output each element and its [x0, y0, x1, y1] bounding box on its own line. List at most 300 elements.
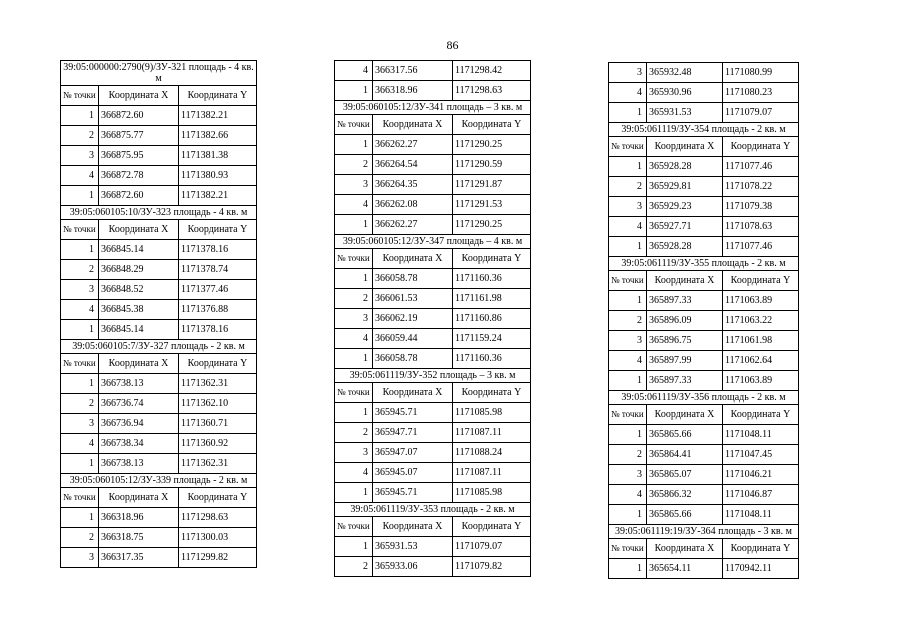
table-row — [335, 155, 531, 175]
table-row — [609, 351, 799, 371]
coordinate-y: 1171079.38 — [723, 197, 799, 217]
header-point-number: № точки — [61, 220, 99, 240]
coordinate-x: 366845.14 — [99, 320, 179, 340]
coordinate-y: 1171360.92 — [179, 434, 257, 454]
table-row — [609, 485, 799, 505]
coordinate-y: 1171160.36 — [453, 349, 531, 369]
point-number: 4 — [335, 61, 373, 81]
parcel-title-row — [609, 525, 799, 539]
header-coordinate-y: Координата Y — [179, 488, 257, 508]
point-number: 1 — [61, 454, 99, 474]
parcel-title-row — [61, 474, 257, 488]
point-number: 1 — [609, 371, 647, 391]
coordinate-y: 1171290.25 — [453, 135, 531, 155]
coordinate-x: 366059.44 — [373, 329, 453, 349]
coordinate-x: 366872.78 — [99, 166, 179, 186]
coordinate-x: 365654.11 — [647, 559, 723, 579]
point-number: 4 — [61, 166, 99, 186]
coordinate-x: 365897.99 — [647, 351, 723, 371]
header-coordinate-x: Координата X — [99, 488, 179, 508]
table-row — [609, 237, 799, 257]
coordinate-y: 1171290.25 — [453, 215, 531, 235]
header-point-number: № точки — [61, 354, 99, 374]
table-row — [335, 329, 531, 349]
point-number: 1 — [609, 425, 647, 445]
coordinate-x: 365933.06 — [373, 557, 453, 577]
coordinate-x: 366738.13 — [99, 374, 179, 394]
table-row — [335, 269, 531, 289]
coordinate-x: 365931.53 — [647, 103, 723, 123]
point-number: 3 — [61, 146, 99, 166]
coordinate-y: 1171298.42 — [453, 61, 531, 81]
header-coordinate-y: Координата Y — [723, 405, 799, 425]
header-coordinate-y: Координата Y — [179, 86, 257, 106]
table-header-row — [609, 405, 799, 425]
coordinate-x: 366262.27 — [373, 135, 453, 155]
parcel-title: 39:05:060105:7/ЗУ-327 площадь - 2 кв. м — [61, 340, 257, 354]
point-number: 2 — [61, 260, 99, 280]
coordinate-x: 365896.09 — [647, 311, 723, 331]
point-number: 3 — [609, 63, 647, 83]
point-number: 4 — [609, 485, 647, 505]
table-row — [609, 331, 799, 351]
coordinate-y: 1171079.07 — [723, 103, 799, 123]
point-number: 3 — [609, 331, 647, 351]
coordinate-y: 1170942.11 — [723, 559, 799, 579]
header-point-number: № точки — [61, 86, 99, 106]
point-number: 1 — [609, 103, 647, 123]
table-row — [335, 483, 531, 503]
point-number: 1 — [335, 215, 373, 235]
point-number: 3 — [609, 465, 647, 485]
point-number: 2 — [609, 445, 647, 465]
coordinate-x: 366318.96 — [373, 81, 453, 101]
parcel-title: 39:05:061119/ЗУ-355 площадь - 2 кв. м — [609, 257, 799, 271]
table-row — [609, 425, 799, 445]
table-row — [335, 215, 531, 235]
point-number: 2 — [61, 394, 99, 414]
table-row — [335, 403, 531, 423]
table-row — [61, 548, 257, 568]
parcel-title: 39:05:061119/ЗУ-354 площадь - 2 кв. м — [609, 123, 799, 137]
parcel-title-row — [609, 391, 799, 405]
coordinate-x: 366061.53 — [373, 289, 453, 309]
header-coordinate-y: Координата Y — [723, 137, 799, 157]
point-number: 1 — [609, 237, 647, 257]
table-header-row — [609, 137, 799, 157]
point-number: 2 — [335, 557, 373, 577]
table-row — [61, 166, 257, 186]
coordinate-x: 365930.96 — [647, 83, 723, 103]
table-row — [335, 81, 531, 101]
point-number: 1 — [61, 320, 99, 340]
coordinate-y: 1171161.98 — [453, 289, 531, 309]
coordinate-y: 1171046.87 — [723, 485, 799, 505]
table-row — [609, 559, 799, 579]
coordinate-x: 365947.71 — [373, 423, 453, 443]
coordinate-y: 1171382.21 — [179, 186, 257, 206]
point-number: 4 — [609, 351, 647, 371]
header-coordinate-y: Координата Y — [453, 517, 531, 537]
point-number: 2 — [335, 155, 373, 175]
point-number: 2 — [61, 126, 99, 146]
coordinate-y: 1171047.45 — [723, 445, 799, 465]
point-number: 1 — [335, 349, 373, 369]
parcel-title: 39:05:061119:19/ЗУ-364 площадь - 3 кв. м — [609, 525, 799, 539]
table-row — [609, 465, 799, 485]
table-row — [61, 186, 257, 206]
parcel-title: 39:05:060105:12/ЗУ-347 площадь – 4 кв. м — [335, 235, 531, 249]
header-point-number: № точки — [61, 488, 99, 508]
table-row — [335, 135, 531, 155]
coordinate-x: 365928.28 — [647, 157, 723, 177]
table-row — [609, 157, 799, 177]
table-row — [335, 557, 531, 577]
point-number: 1 — [61, 374, 99, 394]
point-number: 4 — [335, 463, 373, 483]
point-number: 3 — [61, 414, 99, 434]
coordinate-x: 366845.14 — [99, 240, 179, 260]
table-row — [61, 126, 257, 146]
coordinate-y: 1171378.16 — [179, 240, 257, 260]
parcel-title: 39:05:060105:10/ЗУ-323 площадь - 4 кв. м — [61, 206, 257, 220]
coordinate-x: 365865.66 — [647, 425, 723, 445]
table-row — [61, 106, 257, 126]
parcel-title-row — [609, 257, 799, 271]
point-number: 4 — [335, 195, 373, 215]
point-number: 1 — [335, 403, 373, 423]
header-coordinate-y: Координата Y — [453, 383, 531, 403]
coordinate-x: 366848.29 — [99, 260, 179, 280]
coordinate-table-column-1 — [60, 60, 257, 568]
coordinate-y: 1171159.24 — [453, 329, 531, 349]
point-number: 4 — [609, 217, 647, 237]
table-row — [609, 197, 799, 217]
coordinate-x: 366872.60 — [99, 186, 179, 206]
coordinate-x: 365866.32 — [647, 485, 723, 505]
coordinate-x: 366318.96 — [99, 508, 179, 528]
parcel-title: 39:05:061119/ЗУ-353 площадь - 2 кв. м — [335, 503, 531, 517]
coordinate-x: 365897.33 — [647, 291, 723, 311]
table-row — [335, 289, 531, 309]
coordinate-y: 1171077.46 — [723, 237, 799, 257]
coordinate-x: 366062.19 — [373, 309, 453, 329]
table-row — [335, 195, 531, 215]
header-coordinate-x: Координата X — [647, 405, 723, 425]
coordinate-x: 366262.08 — [373, 195, 453, 215]
coordinate-x: 365864.41 — [647, 445, 723, 465]
coordinate-x: 366318.75 — [99, 528, 179, 548]
table-row — [335, 537, 531, 557]
table-row — [335, 443, 531, 463]
table-row — [335, 61, 531, 81]
header-coordinate-x: Координата X — [647, 137, 723, 157]
table-row — [61, 434, 257, 454]
coordinate-x: 365945.07 — [373, 463, 453, 483]
parcel-title-row — [61, 206, 257, 220]
header-coordinate-x: Координата X — [99, 86, 179, 106]
coordinate-y: 1171160.36 — [453, 269, 531, 289]
header-coordinate-x: Координата X — [373, 115, 453, 135]
header-coordinate-x: Координата X — [373, 249, 453, 269]
coordinate-x: 366262.27 — [373, 215, 453, 235]
coordinate-table-column-3 — [608, 62, 799, 579]
parcel-title: 39:05:061119/ЗУ-352 площадь – 3 кв. м — [335, 369, 531, 383]
parcel-title-row — [335, 369, 531, 383]
coordinate-x: 365931.53 — [373, 537, 453, 557]
point-number: 1 — [335, 81, 373, 101]
point-number: 1 — [609, 291, 647, 311]
parcel-title: 39:05:000000:2790(9)/ЗУ-321 площадь - 4 кв. м — [61, 61, 257, 86]
point-number: 3 — [609, 197, 647, 217]
coordinate-y: 1171046.21 — [723, 465, 799, 485]
table-row — [609, 311, 799, 331]
header-coordinate-y: Координата Y — [453, 249, 531, 269]
table-row — [61, 280, 257, 300]
table-header-row — [335, 249, 531, 269]
table-row — [61, 454, 257, 474]
table-header-row — [61, 354, 257, 374]
coordinate-x: 365932.48 — [647, 63, 723, 83]
coordinate-y: 1171079.07 — [453, 537, 531, 557]
coordinate-y: 1171077.46 — [723, 157, 799, 177]
coordinate-x: 365927.71 — [647, 217, 723, 237]
point-number: 2 — [609, 311, 647, 331]
coordinate-y: 1171063.89 — [723, 371, 799, 391]
parcel-title: 39:05:061119/ЗУ-356 площадь - 2 кв. м — [609, 391, 799, 405]
point-number: 2 — [335, 423, 373, 443]
coordinate-y: 1171087.11 — [453, 423, 531, 443]
table-row — [335, 423, 531, 443]
table-row — [609, 63, 799, 83]
coordinate-y: 1171048.11 — [723, 425, 799, 445]
point-number: 1 — [61, 186, 99, 206]
table-row — [61, 508, 257, 528]
coordinate-y: 1171376.88 — [179, 300, 257, 320]
point-number: 2 — [609, 177, 647, 197]
coordinate-x: 366848.52 — [99, 280, 179, 300]
coordinate-x: 365945.71 — [373, 483, 453, 503]
table-row — [609, 505, 799, 525]
coordinate-y: 1171298.63 — [453, 81, 531, 101]
coordinate-table-column-2 — [334, 60, 531, 577]
header-point-number: № точки — [609, 405, 647, 425]
coordinate-x: 365947.07 — [373, 443, 453, 463]
coordinate-x: 366264.35 — [373, 175, 453, 195]
header-coordinate-y: Координата Y — [453, 115, 531, 135]
coordinate-y: 1171085.98 — [453, 403, 531, 423]
header-coordinate-x: Координата X — [373, 383, 453, 403]
parcel-title-row — [335, 101, 531, 115]
table-row — [609, 217, 799, 237]
table-header-row — [335, 383, 531, 403]
coordinate-y: 1171380.93 — [179, 166, 257, 186]
table-row — [61, 146, 257, 166]
header-point-number: № точки — [609, 539, 647, 559]
coordinate-y: 1171362.31 — [179, 454, 257, 474]
table-row — [609, 371, 799, 391]
header-point-number: № точки — [335, 249, 373, 269]
table-row — [335, 175, 531, 195]
table-row — [61, 394, 257, 414]
header-coordinate-y: Координата Y — [179, 220, 257, 240]
point-number: 1 — [61, 106, 99, 126]
table-row — [335, 349, 531, 369]
coordinate-y: 1171362.31 — [179, 374, 257, 394]
header-point-number: № точки — [609, 271, 647, 291]
coordinate-y: 1171378.74 — [179, 260, 257, 280]
coordinate-y: 1171360.71 — [179, 414, 257, 434]
point-number: 1 — [335, 269, 373, 289]
coordinate-y: 1171299.82 — [179, 548, 257, 568]
point-number: 3 — [335, 443, 373, 463]
coordinate-y: 1171085.98 — [453, 483, 531, 503]
header-coordinate-x: Координата X — [99, 220, 179, 240]
coordinate-y: 1171062.64 — [723, 351, 799, 371]
table-row — [61, 320, 257, 340]
coordinate-y: 1171080.99 — [723, 63, 799, 83]
coordinate-y: 1171088.24 — [453, 443, 531, 463]
coordinate-x: 365945.71 — [373, 403, 453, 423]
coordinate-x: 366738.34 — [99, 434, 179, 454]
header-coordinate-x: Координата X — [647, 271, 723, 291]
point-number: 1 — [609, 505, 647, 525]
point-number: 1 — [61, 508, 99, 528]
table-row — [61, 528, 257, 548]
coordinate-x: 366872.60 — [99, 106, 179, 126]
point-number: 1 — [609, 157, 647, 177]
coordinate-y: 1171061.98 — [723, 331, 799, 351]
table-row — [609, 83, 799, 103]
parcel-title-row — [335, 503, 531, 517]
header-coordinate-x: Координата X — [373, 517, 453, 537]
parcel-title: 39:05:060105:12/ЗУ-341 площадь – 3 кв. м — [335, 101, 531, 115]
coordinate-y: 1171160.86 — [453, 309, 531, 329]
coordinate-y: 1171048.11 — [723, 505, 799, 525]
coordinate-y: 1171377.46 — [179, 280, 257, 300]
parcel-title-row — [609, 123, 799, 137]
coordinate-x: 365865.07 — [647, 465, 723, 485]
header-point-number: № точки — [335, 517, 373, 537]
table-header-row — [61, 488, 257, 508]
coordinate-y: 1171291.53 — [453, 195, 531, 215]
coordinate-x: 366845.38 — [99, 300, 179, 320]
page-number: 86 — [446, 38, 459, 52]
header-point-number: № точки — [335, 115, 373, 135]
point-number: 1 — [335, 483, 373, 503]
coordinate-x: 366058.78 — [373, 349, 453, 369]
point-number: 4 — [61, 434, 99, 454]
coordinate-x: 366736.74 — [99, 394, 179, 414]
coordinate-y: 1171378.16 — [179, 320, 257, 340]
point-number: 3 — [61, 548, 99, 568]
header-coordinate-x: Координата X — [647, 539, 723, 559]
parcel-title-row — [61, 340, 257, 354]
point-number: 2 — [335, 289, 373, 309]
point-number: 3 — [335, 309, 373, 329]
coordinate-y: 1171063.22 — [723, 311, 799, 331]
coordinate-x: 366738.13 — [99, 454, 179, 474]
table-header-row — [609, 539, 799, 559]
point-number: 4 — [609, 83, 647, 103]
table-row — [61, 240, 257, 260]
table-row — [609, 445, 799, 465]
parcel-title-row — [335, 235, 531, 249]
coordinate-y: 1171087.11 — [453, 463, 531, 483]
coordinate-y: 1171381.38 — [179, 146, 257, 166]
coordinate-y: 1171382.21 — [179, 106, 257, 126]
table-header-row — [61, 86, 257, 106]
header-point-number: № точки — [335, 383, 373, 403]
table-row — [61, 260, 257, 280]
coordinate-x: 365897.33 — [647, 371, 723, 391]
point-number: 1 — [61, 240, 99, 260]
coordinate-y: 1171079.82 — [453, 557, 531, 577]
coordinate-x: 365896.75 — [647, 331, 723, 351]
point-number: 4 — [335, 329, 373, 349]
coordinate-y: 1171298.63 — [179, 508, 257, 528]
coordinate-x: 366736.94 — [99, 414, 179, 434]
table-row — [61, 414, 257, 434]
table-header-row — [335, 115, 531, 135]
table-row — [609, 291, 799, 311]
point-number: 2 — [61, 528, 99, 548]
table-row — [335, 309, 531, 329]
coordinate-x: 366058.78 — [373, 269, 453, 289]
point-number: 1 — [609, 559, 647, 579]
header-point-number: № точки — [609, 137, 647, 157]
parcel-title-row — [61, 61, 257, 86]
point-number: 3 — [335, 175, 373, 195]
table-row — [609, 103, 799, 123]
coordinate-x: 366264.54 — [373, 155, 453, 175]
table-row — [335, 463, 531, 483]
header-coordinate-y: Координата Y — [723, 271, 799, 291]
table-header-row — [61, 220, 257, 240]
coordinate-x: 365929.81 — [647, 177, 723, 197]
point-number: 1 — [335, 537, 373, 557]
coordinate-x: 365865.66 — [647, 505, 723, 525]
table-row — [61, 300, 257, 320]
parcel-title: 39:05:060105:12/ЗУ-339 площадь - 2 кв. м — [61, 474, 257, 488]
coordinate-x: 366317.35 — [99, 548, 179, 568]
coordinate-y: 1171291.87 — [453, 175, 531, 195]
coordinate-x: 366875.77 — [99, 126, 179, 146]
coordinate-y: 1171080.23 — [723, 83, 799, 103]
point-number: 4 — [61, 300, 99, 320]
table-row — [609, 177, 799, 197]
table-header-row — [609, 271, 799, 291]
coordinate-x: 365929.23 — [647, 197, 723, 217]
coordinate-x: 366317.56 — [373, 61, 453, 81]
coordinate-y: 1171063.89 — [723, 291, 799, 311]
coordinate-y: 1171362.10 — [179, 394, 257, 414]
header-coordinate-y: Координата Y — [179, 354, 257, 374]
coordinate-x: 366875.95 — [99, 146, 179, 166]
table-row — [61, 374, 257, 394]
coordinate-y: 1171382.66 — [179, 126, 257, 146]
point-number: 1 — [335, 135, 373, 155]
header-coordinate-x: Координата X — [99, 354, 179, 374]
coordinate-y: 1171290.59 — [453, 155, 531, 175]
coordinate-y: 1171300.03 — [179, 528, 257, 548]
point-number: 3 — [61, 280, 99, 300]
coordinate-y: 1171078.63 — [723, 217, 799, 237]
header-coordinate-y: Координата Y — [723, 539, 799, 559]
coordinate-y: 1171078.22 — [723, 177, 799, 197]
coordinate-x: 365928.28 — [647, 237, 723, 257]
table-header-row — [335, 517, 531, 537]
